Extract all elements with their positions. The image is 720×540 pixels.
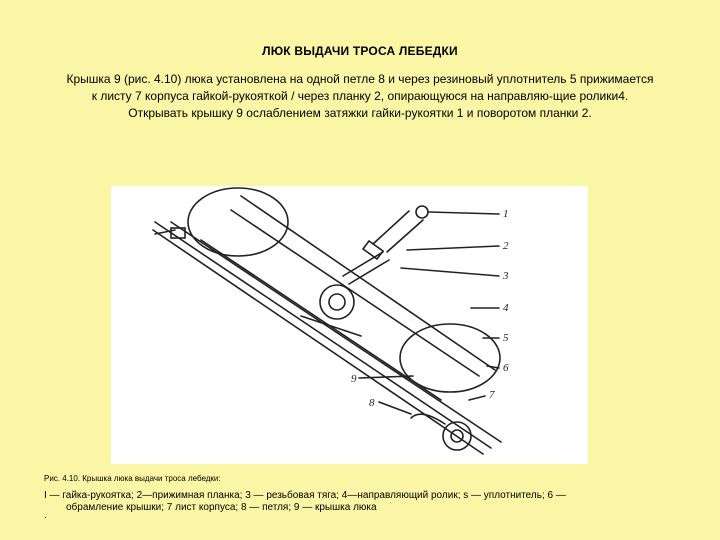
leader-7 <box>469 396 485 400</box>
leader-1 <box>429 212 499 214</box>
intro-line-3: Открывать крышку 9 ослаблением затяжки гайки-рукоятки 1 и поворотом планки 2. <box>128 106 592 120</box>
figure-label-6: 6 <box>503 362 509 374</box>
hull-plate-line-inner <box>171 222 501 442</box>
pressure-bar-upper <box>343 252 383 276</box>
handle-rod-left <box>373 211 409 244</box>
hull-plate-line-edge <box>153 230 483 454</box>
hatch-diagram-figure <box>111 186 588 464</box>
figure-label-8: 8 <box>369 397 375 409</box>
page-title: ЛЮК ВЫДАЧИ ТРОСА ЛЕБЕДКИ <box>262 44 458 58</box>
guide-roller-lower <box>400 324 500 392</box>
bullet-mark: . <box>44 510 47 521</box>
figure-label-5: 5 <box>503 332 509 344</box>
figure-label-2: 2 <box>503 240 509 252</box>
handle-nut <box>363 241 383 259</box>
cover-mid-edge <box>231 210 479 376</box>
figure-label-3: 3 <box>503 270 509 282</box>
guide-roller-upper <box>188 188 288 256</box>
handle-rod-right <box>387 220 423 252</box>
figure-label-7: 7 <box>489 389 495 401</box>
hinge-arm <box>411 414 445 424</box>
handle-knob <box>416 206 428 218</box>
pressure-bar-lower <box>349 260 389 284</box>
figure-label-9: 9 <box>351 373 357 385</box>
intro-line-1: Крышка 9 (рис. 4.10) люка установлена на одной петле 8 и через резиновый уплотнитель 5 прижимается <box>66 72 654 86</box>
hatch-diagram <box>111 186 588 464</box>
figure-label-4: 4 <box>503 302 509 314</box>
cover-top-edge <box>241 196 495 370</box>
hull-plate-line-outer <box>155 222 491 448</box>
figure-label-1: 1 <box>503 208 509 220</box>
figure-caption: Рис. 4.10. Крышка люка выдачи троса лебедки: <box>44 474 221 483</box>
figure-legend <box>44 490 684 514</box>
leader-6 <box>487 366 499 368</box>
leader-8 <box>379 402 411 414</box>
center-joint-outer <box>320 285 354 319</box>
intro-paragraph <box>28 71 692 122</box>
legend-line-2: обрамление крышки; 7 лист корпуса; 8 — петля; 9 — крышка люка <box>66 502 377 513</box>
center-joint-inner <box>329 294 345 310</box>
leader-2 <box>407 246 499 250</box>
leader-3 <box>401 268 499 276</box>
intro-line-2: к листу 7 корпуса гайкой-рукояткой / через планку 2, опирающуюся на направляю-щие ролики4. <box>91 89 629 103</box>
legend-line-1: I — гайка-рукоятка; 2—прижимная планка; 3 — резьбовая тяга; 4—направляющий ролик; s — уплотнитель; 6 — <box>44 490 566 501</box>
